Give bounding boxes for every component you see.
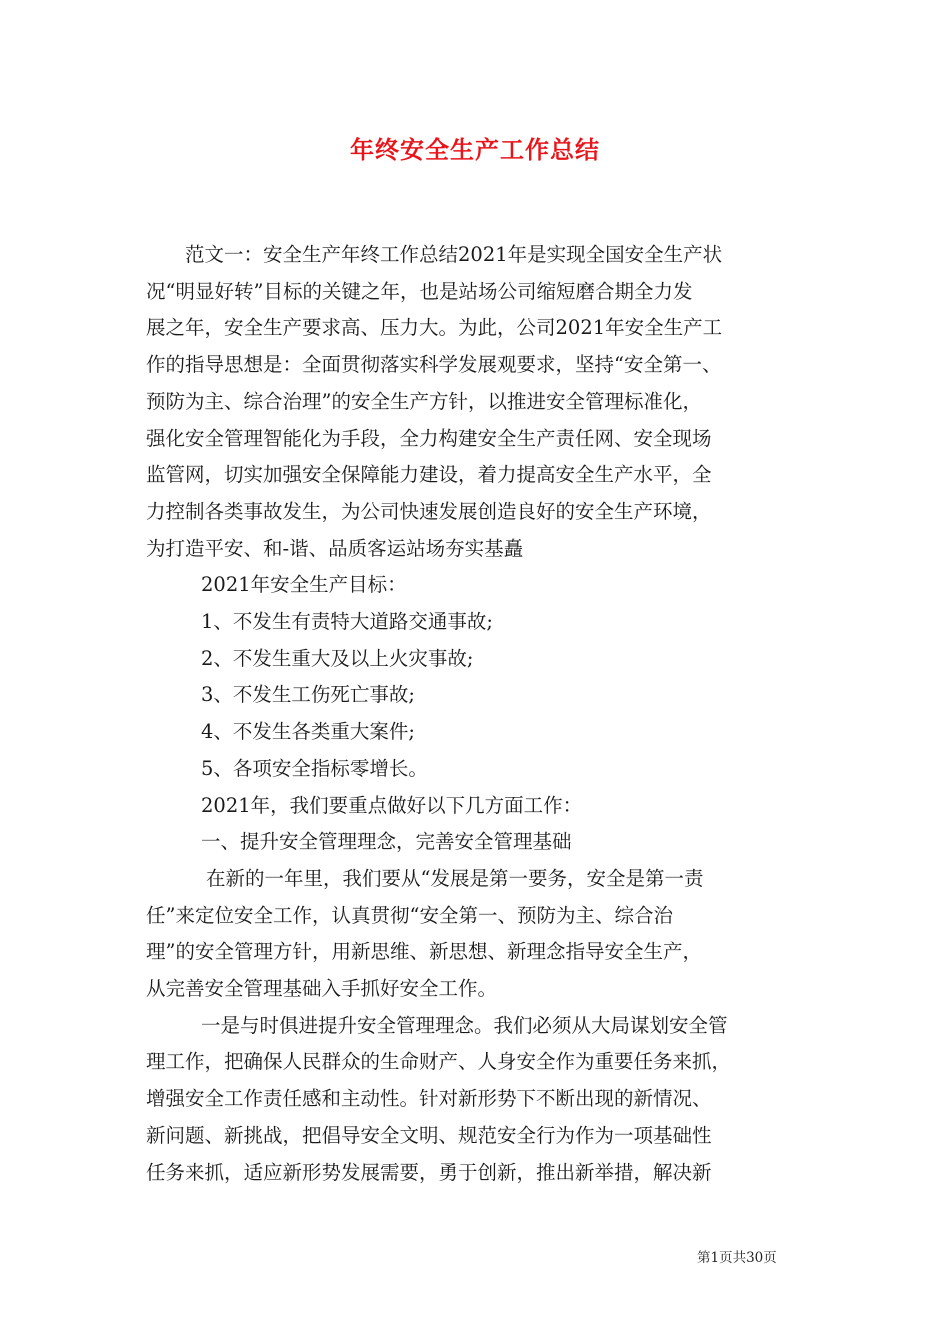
body-line: 理”的安全管理方针，用新思维、新思想、新理念指导安全生产， xyxy=(146,940,702,964)
body-line: 一是与时俱进提升安全管理理念。我们必须从大局谋划安全管 xyxy=(201,1013,728,1037)
body-line: 范文一：安全生产年终工作总结2021年是实现全国安全生产状 xyxy=(185,243,723,266)
body-line: 况“明显好转”目标的关键之年，也是站场公司缩短磨合期全力发 xyxy=(146,279,693,303)
goal-item: 2、不发生重大及以上火灾事故; xyxy=(201,646,474,670)
body-line: 为打造平安、和-谐、品质客运站场夯实基矗 xyxy=(146,536,524,560)
goal-item: 3、不发生工伤死亡事故; xyxy=(201,683,415,707)
body-line: 作的指导思想是：全面贯彻落实科学发展观要求，坚持“安全第一、 xyxy=(146,353,722,377)
section-heading: 一、提升安全管理理念，完善安全管理基础 xyxy=(201,830,572,854)
goal-item: 1、不发生有责特大道路交通事故; xyxy=(201,610,493,634)
page-number: 第1页共30页 xyxy=(697,1250,777,1266)
document-body xyxy=(146,237,826,1191)
body-line: 强化安全管理智能化为手段，全力构建安全生产责任网、安全现场 xyxy=(146,426,712,450)
work-intro: 2021年，我们要重点做好以下几方面工作： xyxy=(201,793,583,817)
body-line: 预防为主、综合治理”的安全生产方针，以推进安全管理标准化， xyxy=(146,389,702,413)
body-line: 任务来抓，适应新形势发展需要，勇于创新，推出新举措，解决新 xyxy=(146,1160,712,1184)
body-line: 理工作，把确保人民群众的生命财产、人身安全作为重要任务来抓， xyxy=(146,1050,732,1074)
body-line: 从完善安全管理基础入手抓好安全工作。 xyxy=(146,977,498,1001)
body-line: 增强安全工作责任感和主动性。针对新形势下不断出现的新情况、 xyxy=(146,1087,712,1111)
body-line: 力控制各类事故发生，为公司快速发展创造良好的安全生产环境， xyxy=(146,499,712,523)
document-title: 年终安全生产工作总结 xyxy=(350,136,600,164)
body-line: 任”来定位安全工作，认真贯彻“安全第一、预防为主、综合治 xyxy=(146,903,673,927)
goal-item: 5、各项安全指标零增长。 xyxy=(201,756,428,780)
body-line: 新问题、新挑战，把倡导安全文明、规范安全行为作为一项基础性 xyxy=(146,1123,712,1147)
goal-item: 4、不发生各类重大案件; xyxy=(201,720,415,744)
body-line: 在新的一年里，我们要从“发展是第一要务，安全是第一责 xyxy=(206,866,704,890)
goals-heading: 2021年安全生产目标： xyxy=(201,573,407,597)
body-line: 监管网，切实加强安全保障能力建设，着力提高安全生产水平，全 xyxy=(146,463,712,487)
body-line: 展之年，安全生产要求高、压力大。为此，公司2021年安全生产工 xyxy=(146,316,723,340)
